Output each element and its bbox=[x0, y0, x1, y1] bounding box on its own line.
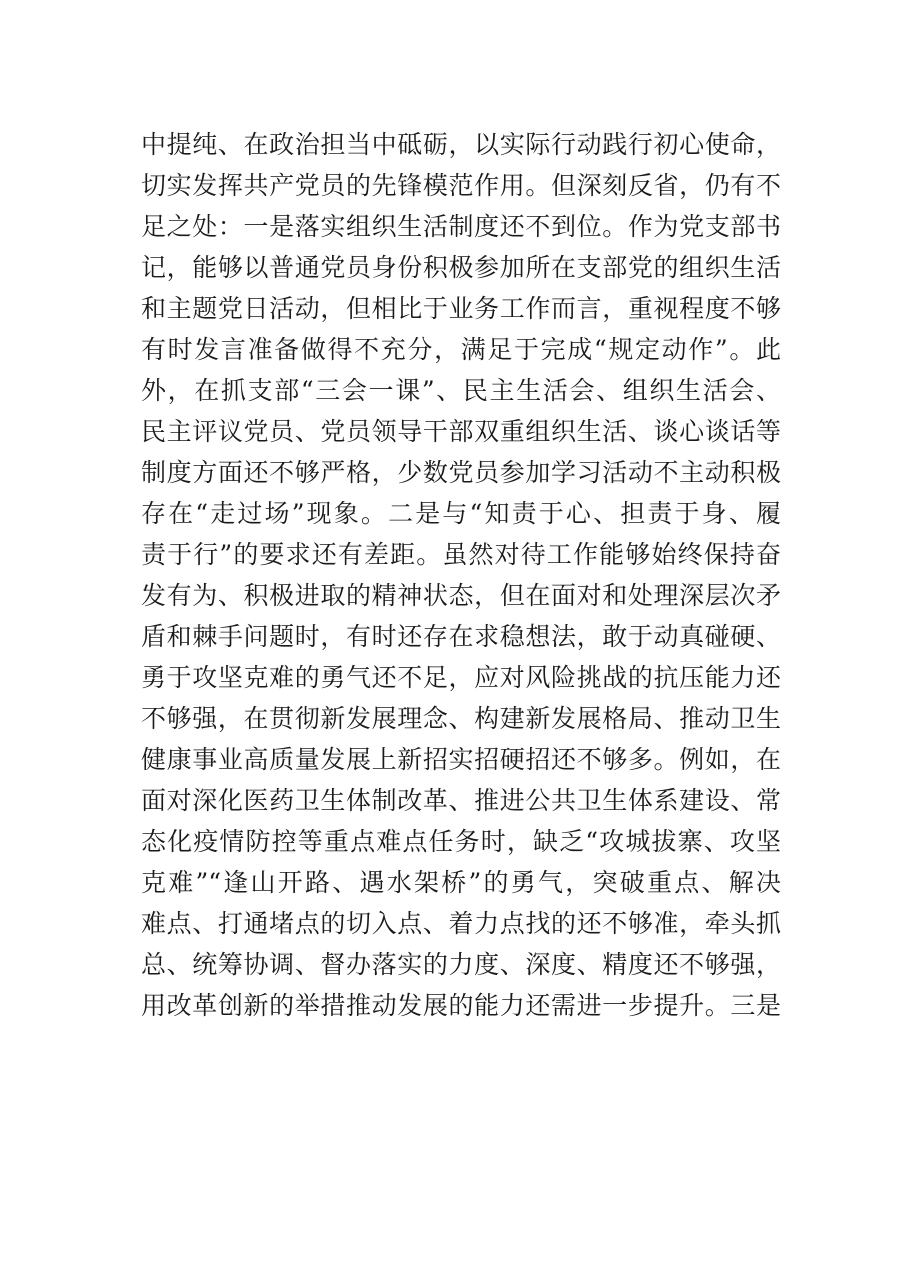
text-line: 健康事业高质量发展上新招实招硬招还不够多。例如，在 bbox=[141, 745, 781, 774]
text-line: 面对深化医药卫生体制改革、推进公共卫生体系建设、常 bbox=[141, 786, 781, 815]
text-line: 发有为、积极进取的精神状态，但在面对和处理深层次矛 bbox=[141, 581, 781, 610]
text-line: 足之处：一是落实组织生活制度还不到位。作为党支部书 bbox=[141, 212, 781, 241]
text-line: 切实发挥共产党员的先锋模范作用。但深刻反省，仍有不 bbox=[141, 171, 781, 200]
text-line: 和主题党日活动，但相比于业务工作而言，重视程度不够 bbox=[141, 294, 781, 323]
text-line: 难点、打通堵点的切入点、着力点找的还不够准，牵头抓 bbox=[141, 909, 781, 938]
text-line: 总、统筹协调、督办落实的力度、深度、精度还不够强， bbox=[141, 950, 781, 979]
text-line: 勇于攻坚克难的勇气还不足，应对风险挑战的抗压能力还 bbox=[141, 663, 781, 692]
text-line: 民主评议党员、党员领导干部双重组织生活、谈心谈话等 bbox=[141, 417, 781, 446]
text-line: 用改革创新的举措推动发展的能力还需进一步提升。三是 bbox=[141, 991, 781, 1020]
text-line: 态化疫情防控等重点难点任务时，缺乏“攻城拔寨、攻坚 bbox=[141, 827, 781, 856]
text-line: 中提纯、在政治担当中砥砺，以实际行动践行初心使命， bbox=[141, 130, 781, 159]
text-line: 克难”“逢山开路、遇水架桥”的勇气，突破重点、解决 bbox=[141, 868, 781, 897]
text-line: 不够强，在贯彻新发展理念、构建新发展格局、推动卫生 bbox=[141, 704, 781, 733]
text-line: 盾和棘手问题时，有时还存在求稳想法，敢于动真碰硬、 bbox=[141, 622, 781, 651]
text-line: 记，能够以普通党员身份积极参加所在支部党的组织生活 bbox=[141, 253, 781, 282]
text-line: 有时发言准备做得不充分，满足于完成“规定动作”。此 bbox=[141, 335, 781, 364]
body-text bbox=[141, 124, 781, 1026]
text-line: 外，在抓支部“三会一课”、民主生活会、组织生活会、 bbox=[141, 376, 781, 405]
text-line: 制度方面还不够严格，少数党员参加学习活动不主动积极 bbox=[141, 458, 781, 487]
text-line: 存在“走过场”现象。二是与“知责于心、担责于身、履 bbox=[141, 499, 781, 528]
text-line: 责于行”的要求还有差距。虽然对待工作能够始终保持奋 bbox=[141, 540, 781, 569]
